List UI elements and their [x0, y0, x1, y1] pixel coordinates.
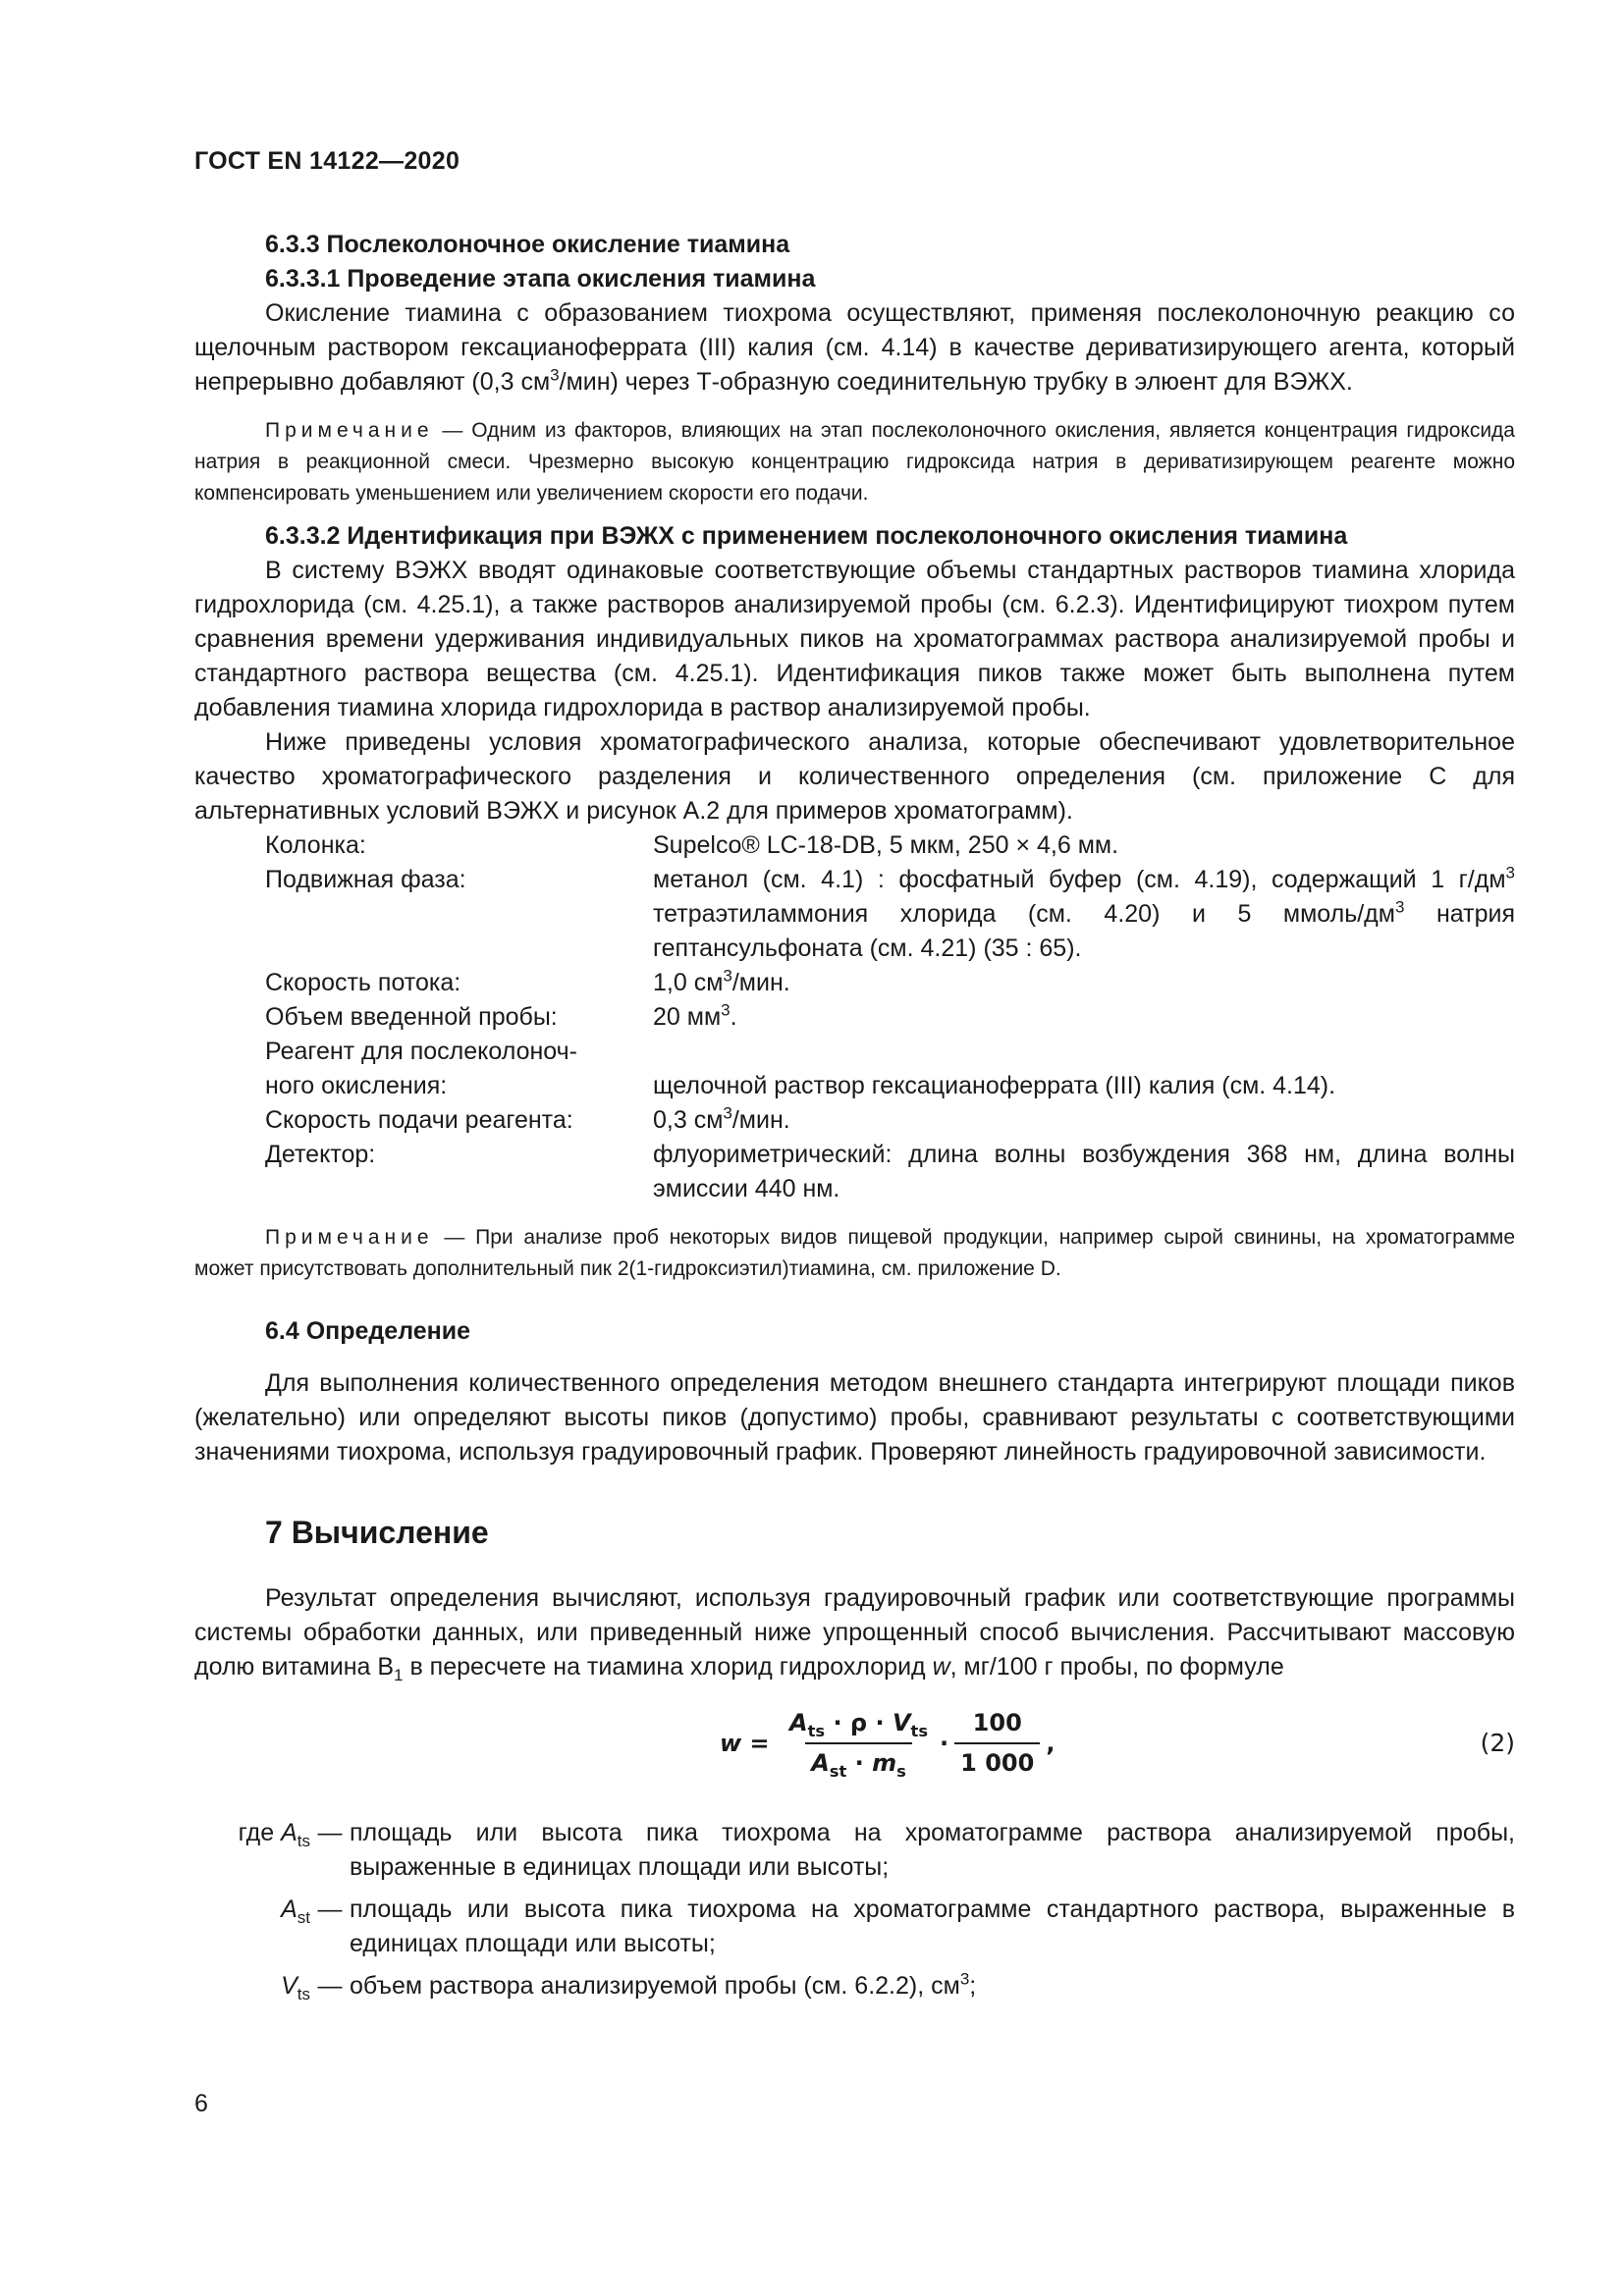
paragraph-identification: В систему ВЭЖХ вводят одинаковые соответствующие объемы стандартных растворов тиамина хлорида гидрохлорида (см. 4.25.1), а также растворов анализируемой пробы (см. 6.2.3). Идентифицируют тиохром путем сравнения времени удерживания индивидуальных пиков на хроматограммах раствора анализируемой пробы и стандартного раствора вещества (см. 4.25.1). Идентификация пиков также может быть выполнена путем добавления тиамина хлорида гидрохлорида в раствор анализируемой пробы.	[194, 557, 1515, 721]
condition-row	[265, 1103, 1515, 1138]
note-2: Примечание — При анализе проб некоторых видов пищевой продукции, например сырой свинины, на хроматограмме может присутствовать дополнительный пик 2(1-гидроксиэтил)тиамина, см. приложение D.	[194, 1226, 1515, 1280]
definition-item: $V_{ts}$ — объем раствора анализируемой пробы (см. 6.2.2), $см^3$;	[281, 1969, 977, 2003]
formula-expression: w = $\frac{A_{ts} \cdot \rho \cdot V_{ts}}{A_{st} \cdot m_s}$ · $\frac{100}{1 000}$ ,	[720, 1706, 1055, 1781]
condition-value: Supelco® LC-18-DB, 5 мкм, 250 × 4,6 мм.	[653, 831, 1119, 859]
document-page	[194, 0, 1515, 2296]
condition-label: Скорость подачи реагента:	[265, 1106, 573, 1134]
condition-row	[265, 828, 1515, 863]
condition-value: 1,0 $см^3$/мин.	[653, 966, 790, 996]
condition-value: 20 $мм^3$.	[653, 1000, 737, 1031]
section-6-3-3-heading: 6.3.3 Послеколоночное окисление тиамина	[265, 231, 790, 258]
condition-value: флуориметрический: длина волны возбуждения 368 нм, длина волны эмиссии 440 нм.	[653, 1141, 1515, 1202]
note-1: Примечание — Одним из факторов, влияющих на этап послеколоночного окисления, является концентрация гидроксида натрия в реакционной смеси. Чрезмерно высокую концентрацию гидроксида натрия в дериватизирующем реагенте можно компенсировать уменьшением или увеличением скорости его подачи.	[194, 419, 1515, 505]
formula-2	[194, 1706, 1515, 1787]
condition-row	[265, 1035, 1515, 1103]
condition-value: щелочной раствор гексацианоферрата (III) калия (см. 4.14).	[653, 1072, 1336, 1099]
condition-value: метанол (см. 4.1) : фосфатный буфер (см. 4.19), содержащий 1 $г/дм^3$ тетраэтиламмония хлорида (см. 4.20) и 5 ммоль/$дм^3$ натрия гептансульфоната (см. 4.21) (35 : 65).	[653, 863, 1515, 962]
condition-label: Подвижная фаза:	[265, 866, 466, 893]
condition-row	[265, 863, 1515, 966]
note-2-label: Примечание	[265, 1226, 434, 1249]
section-7-heading: 7 Вычисление	[265, 1515, 489, 1550]
condition-label: Реагент для послеколоноч- ного окисления:	[265, 1038, 578, 1099]
paragraph-calculation: Результат определения вычисляют, используя градуировочный график или соответствующие программы системы обработки данных, или приведенный ниже упрощенный способ вычисления. Рассчитывают массовую долю витамина $В_1$ в пересчете на тиамина хлорид гидрохлорид w, мг/100 г пробы, по формуле	[194, 1584, 1515, 1684]
chromatography-conditions-table	[265, 828, 1515, 1206]
section-6-3-3-2-heading: 6.3.3.2 Идентификация при ВЭЖХ с применением послеколоночного окисления тиамина	[265, 522, 1348, 550]
definition-item: где $A_{ts}$ — площадь или высота пика тиохрома на хроматограмме раствора анализируемой пробы, выраженные в единицах площади или высоты;	[238, 1819, 1515, 1881]
condition-row	[265, 1138, 1515, 1206]
paragraph-determination: Для выполнения количественного определения методом внешнего стандарта интегрируют площади пиков (желательно) или определяют высоты пиков (допустимо) пробы, сравнивают результаты с соответствующими значениями тиохрома, используя градуировочный график. Проверяют линейность градуировочной зависимости.	[194, 1369, 1515, 1466]
note-1-label: Примечание	[265, 419, 434, 442]
definitions-list	[194, 1816, 1515, 2003]
definition-item: $A_{st}$ — площадь или высота пика тиохрома на хроматограмме стандартного раствора, выраженные в единицах площади или высоты;	[281, 1896, 1515, 1957]
condition-label: Детектор:	[265, 1141, 376, 1168]
fraction-units: $\frac{100}{1 000}$	[954, 1706, 1040, 1781]
page-number: 6	[194, 2090, 208, 2117]
section-6-4-heading: 6.4 Определение	[265, 1317, 471, 1345]
document-body	[194, 228, 1515, 2003]
section-6-3-3-1-heading: 6.3.3.1 Проведение этапа окисления тиамина	[265, 265, 816, 293]
condition-label: Объем введенной пробы:	[265, 1003, 558, 1031]
paragraph-oxidation: Окисление тиамина с образованием тиохрома осуществляют, применяя послеколоночную реакцию со щелочным раствором гексацианоферрата (III) калия (см. 4.14) в качестве дериватизирующего агента, который непрерывно добавляют (0,3 $см^3/мин$) через Т-образную соединительную трубку в элюент для ВЭЖХ.	[194, 299, 1515, 396]
paragraph-conditions-intro: Ниже приведены условия хроматографического анализа, которые обеспечивают удовлетворительное качество хроматографического разделения и количественного определения (см. приложение С для альтернативных условий ВЭЖХ и рисунок А.2 для примеров хроматограмм).	[194, 728, 1515, 825]
condition-label: Колонка:	[265, 831, 366, 859]
condition-value: 0,3 $см^3$/мин.	[653, 1103, 790, 1134]
standard-designation: ГОСТ EN 14122—2020	[194, 147, 460, 175]
condition-row	[265, 966, 1515, 1000]
equation-number: (2)	[1480, 1729, 1515, 1757]
condition-row	[265, 1000, 1515, 1035]
fraction-main: $\frac{A_{ts} \cdot \rho \cdot V_{ts}}{A_{st} \cdot m_s}$	[789, 1709, 929, 1781]
condition-label: Скорость потока:	[265, 969, 461, 996]
